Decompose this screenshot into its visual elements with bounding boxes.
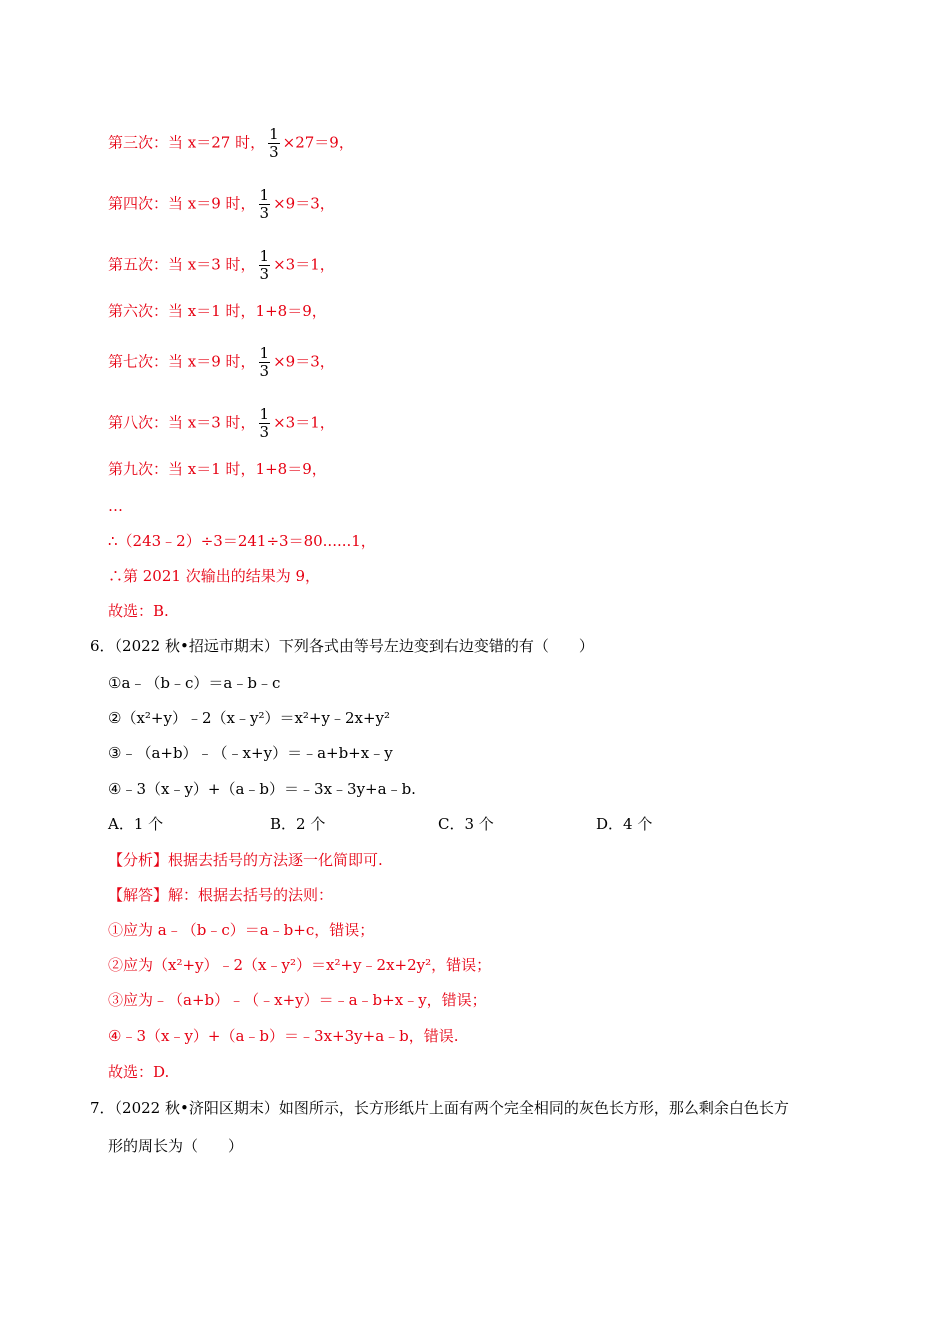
fraction-one-third xyxy=(268,126,280,161)
step-7-post: ×9＝3， xyxy=(273,352,335,371)
step-7 xyxy=(108,345,335,380)
option-d: D．4 个 xyxy=(596,815,653,833)
fraction-denominator: 3 xyxy=(259,265,270,283)
step-8-post: ×3＝1， xyxy=(273,413,335,432)
fraction-numerator: 1 xyxy=(259,247,270,265)
q6-solution: 【解答】解：根据去括号的法则： xyxy=(108,886,334,904)
step-7-pre: 第七次：当 x＝9 时， xyxy=(108,352,256,371)
step-9-text: 第九次：当 x＝1 时，1+8＝9， xyxy=(108,460,327,478)
fraction-numerator: 1 xyxy=(259,186,270,204)
therefore-division: ∴（243﹣2）÷3＝241÷3＝80......1， xyxy=(108,532,376,550)
fraction-numerator: 1 xyxy=(259,344,270,362)
q6-answer-2: ②应为（x²+y）﹣2（x﹣y²）＝x²+y﹣2x+2y²，错误； xyxy=(108,956,492,974)
fraction-one-third xyxy=(259,406,271,441)
step-5-pre: 第五次：当 x＝3 时， xyxy=(108,255,256,274)
fraction-numerator: 1 xyxy=(259,405,270,423)
step-3-pre: 第三次：当 x＝27 时， xyxy=(108,133,266,152)
q6-answer-1: ①应为 a﹣（b﹣c）＝a﹣b+c，错误； xyxy=(108,921,375,939)
fraction-denominator: 3 xyxy=(259,362,270,380)
fraction-numerator: 1 xyxy=(269,125,279,143)
q7-stem-line1: 7．（2022 秋•济阳区期末）如图所示，长方形纸片上面有两个完全相同的灰色长方形，那么剩余白色长方 xyxy=(90,1099,789,1117)
fraction-one-third xyxy=(259,248,271,283)
step-6 xyxy=(108,301,327,321)
choice-q5: 故选：B. xyxy=(108,602,169,620)
step-5 xyxy=(108,248,335,283)
q6-answer-4: ④﹣3（x﹣y）+（a﹣b）＝﹣3x+3y+a﹣b，错误. xyxy=(108,1027,459,1045)
q6-choice: 故选：D. xyxy=(108,1063,170,1081)
step-4-pre: 第四次：当 x＝9 时， xyxy=(108,194,256,213)
q6-item-1: ①a﹣（b﹣c）＝a﹣b﹣c xyxy=(108,674,281,692)
ellipsis: … xyxy=(108,497,123,515)
fraction-denominator: 3 xyxy=(269,143,279,161)
step-9 xyxy=(108,459,327,479)
step-4-post: ×9＝3， xyxy=(273,194,335,213)
q6-item-4: ④﹣3（x﹣y）+（a﹣b）＝﹣3x﹣3y+a﹣b. xyxy=(108,780,416,798)
step-8 xyxy=(108,406,335,441)
q6-analysis: 【分析】根据去括号的方法逐一化简即可. xyxy=(108,851,383,869)
q6-answer-3: ③应为﹣（a+b）﹣（﹣x+y）＝﹣a﹣b+x﹣y，错误； xyxy=(108,991,487,1009)
q6-stem: 6．（2022 秋•招远市期末）下列各式由等号左边变到右边变错的有（ ） xyxy=(90,637,594,655)
option-b: B．2 个 xyxy=(270,815,326,833)
fraction-one-third xyxy=(259,187,271,222)
fraction-one-third xyxy=(259,345,271,380)
therefore-result: ∴第 2021 次输出的结果为 9， xyxy=(108,567,321,585)
step-4 xyxy=(108,187,335,222)
fraction-denominator: 3 xyxy=(259,423,270,441)
step-3-post: ×27＝9， xyxy=(282,133,354,152)
q7-stem-line2: 形的周长为（ ） xyxy=(108,1137,244,1155)
option-c: C．3 个 xyxy=(438,815,494,833)
q6-item-2: ②（x²+y）﹣2（x﹣y²）＝x²+y﹣2x+y² xyxy=(108,709,391,727)
step-3 xyxy=(108,126,354,161)
q6-item-3: ③﹣（a+b）﹣（﹣x+y）＝﹣a+b+x﹣y xyxy=(108,744,393,762)
fraction-denominator: 3 xyxy=(259,204,270,222)
option-a: A．1 个 xyxy=(108,815,164,833)
step-6-text: 第六次：当 x＝1 时，1+8＝9， xyxy=(108,302,327,320)
step-5-post: ×3＝1， xyxy=(273,255,335,274)
step-8-pre: 第八次：当 x＝3 时， xyxy=(108,413,256,432)
